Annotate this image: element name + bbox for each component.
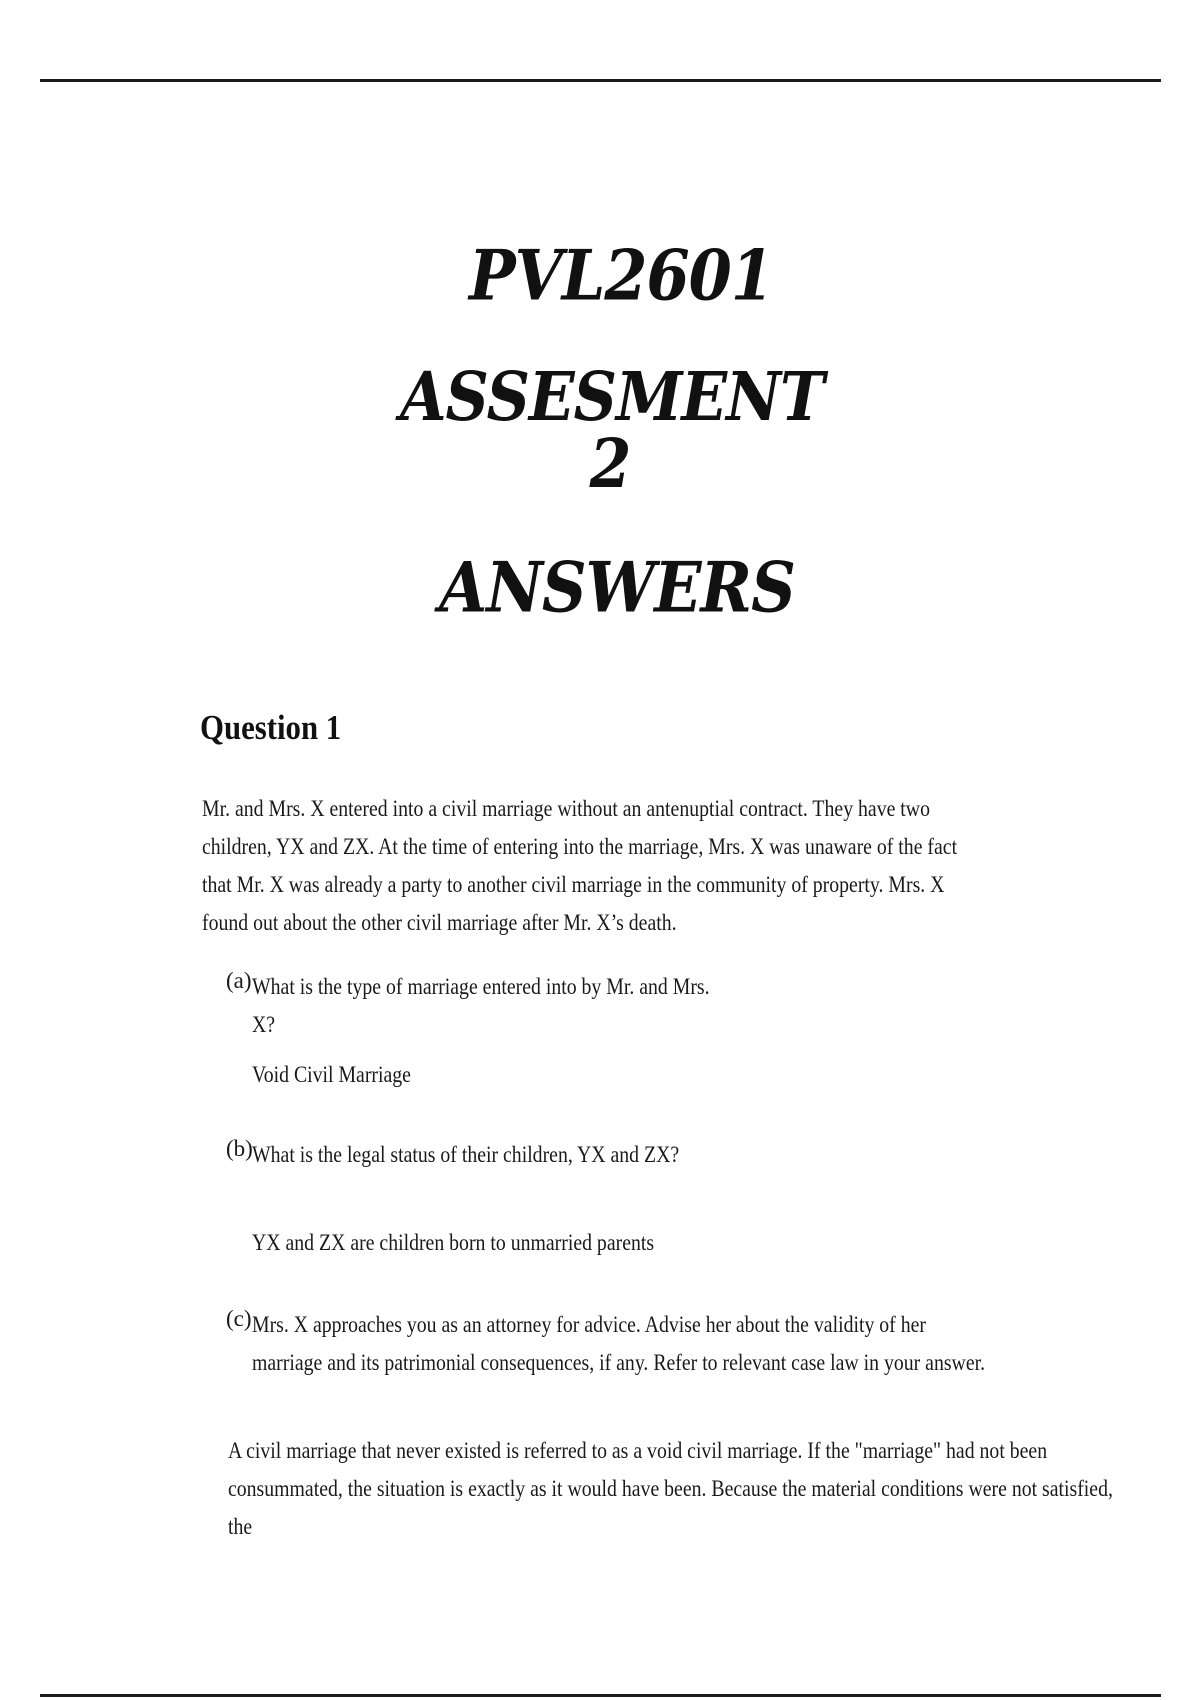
question-heading: Question 1 <box>200 708 342 747</box>
item-label-b: (b) <box>226 1136 253 1161</box>
item-label-c: (c) <box>226 1306 252 1331</box>
item-answer-b: YX and ZX are children born to unmarried parents <box>252 1230 655 1255</box>
item-label-a: (a) <box>226 968 252 993</box>
item-answer-a: Void Civil Marriage <box>252 1062 411 1087</box>
item-question-c: Mrs. X approaches you as an attorney for advice. Advise her about the validity of her marriage and its patrimonial consequences, if any. Refer to relevant case law in your answer. <box>252 1312 986 1375</box>
title-answers: ANSWERS <box>439 546 795 629</box>
item-question-a: What is the type of marriage entered into by Mr. and Mrs. X? <box>252 974 710 1037</box>
item-question-b: What is the legal status of their children, YX and ZX? <box>252 1142 680 1167</box>
document-title <box>400 234 824 629</box>
top-rule <box>40 79 1161 82</box>
bottom-rule <box>40 1694 1161 1697</box>
question-intro: Mr. and Mrs. X entered into a civil marriage without an antenuptial contract. They have two children, YX and ZX. At the time of entering into the marriage, Mrs. X was unaware of the fact that Mr. X was already a party to another civil marriage in the community of property. Mrs. X found out about the other civil marriage after Mr. X’s death. <box>202 796 958 935</box>
title-assessment: ASSESMENT 2 <box>400 358 824 504</box>
title-course-code: PVL2601 <box>469 234 773 317</box>
answer-paragraph: A civil marriage that never existed is referred to as a void civil marriage. If the "marriage" had not been consummated, the situation is exactly as it would have been. Because the material conditions were not satisfied, the <box>228 1438 1113 1539</box>
